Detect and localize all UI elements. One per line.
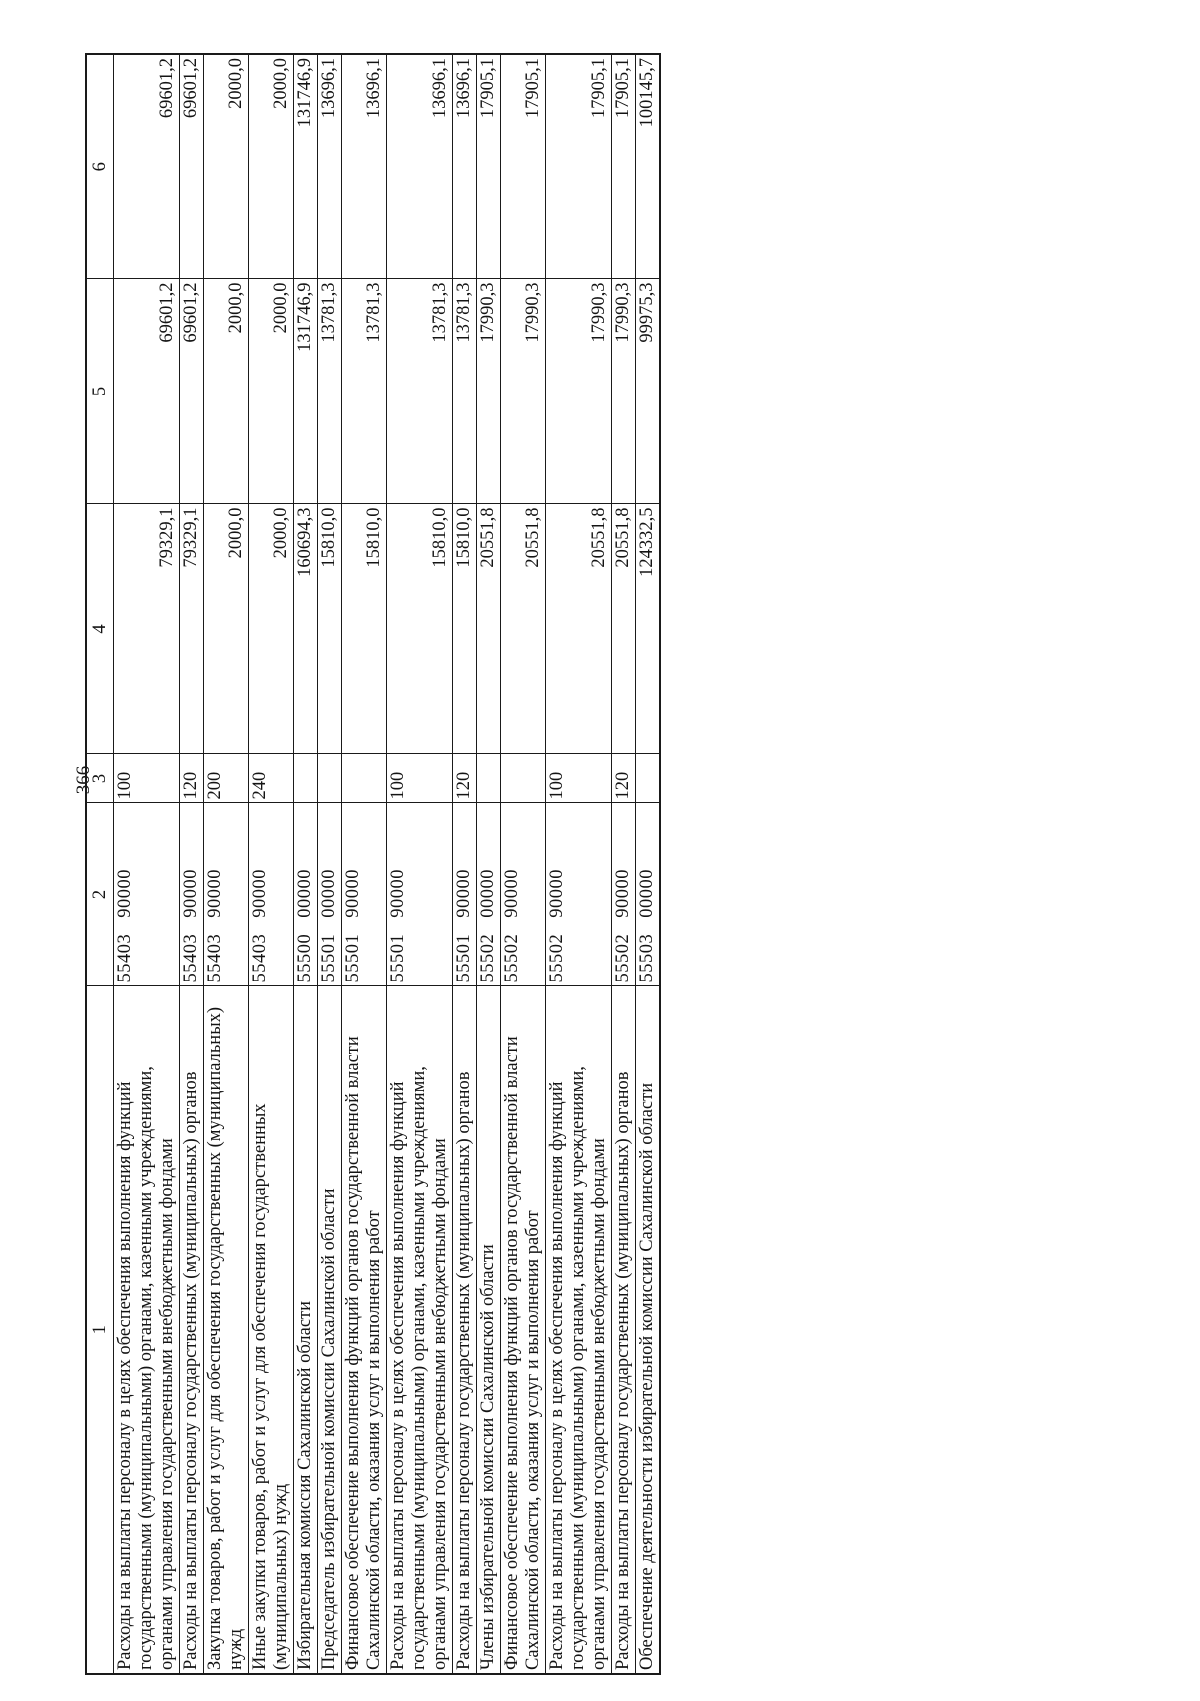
expense-type-code: 120 [180, 754, 204, 803]
amount-column-5: 17990,3 [612, 279, 636, 504]
target-article-code [501, 803, 546, 986]
program-code: 55403 [115, 933, 135, 983]
target-article-code [342, 803, 387, 986]
direction-code: 00000 [637, 869, 657, 918]
direction-code: 90000 [613, 869, 633, 918]
target-article-code [204, 803, 249, 986]
row-name: Обеспечение деятельности избирательной комиссии Сахалинской области [636, 986, 661, 1674]
expense-type-code [318, 754, 342, 803]
row-name: Члены избирательной комиссии Сахалинской области [477, 986, 501, 1674]
table-row [114, 54, 180, 1674]
amount-column-5: 2000,0 [204, 279, 249, 504]
amount-column-6: 13696,1 [453, 54, 477, 279]
target-article-code [318, 803, 342, 986]
table-row [477, 54, 501, 1674]
amount-column-6: 13696,1 [318, 54, 342, 279]
program-code: 55502 [613, 933, 633, 983]
amount-column-4: 20551,8 [546, 504, 612, 754]
column-header-5: 5 [86, 279, 114, 504]
expense-type-code: 120 [612, 754, 636, 803]
amount-column-6: 100145,7 [636, 54, 661, 279]
direction-code: 90000 [115, 869, 135, 918]
expense-type-code: 100 [114, 754, 180, 803]
amount-column-6: 17905,1 [477, 54, 501, 279]
amount-column-5: 17990,3 [477, 279, 501, 504]
table-row [342, 54, 387, 1674]
amount-column-4: 20551,8 [612, 504, 636, 754]
table-row [546, 54, 612, 1674]
row-name: Расходы на выплаты персоналу в целях обеспечения выполнения функций государственными (муниципальными) органами, казенными учреждениями, органами управления государственными внебюджетными фондами [387, 986, 453, 1674]
rotated-page-content [85, 55, 1085, 1675]
expense-type-code [342, 754, 387, 803]
column-header-3: 3 [86, 754, 114, 803]
target-article-code [477, 803, 501, 986]
row-name: Расходы на выплаты персоналу государственных (муниципальных) органов [612, 986, 636, 1674]
direction-code: 90000 [547, 869, 567, 918]
amount-column-5: 17990,3 [546, 279, 612, 504]
table-row [294, 54, 318, 1674]
table-row [318, 54, 342, 1674]
amount-column-6: 2000,0 [249, 54, 294, 279]
target-article-code [612, 803, 636, 986]
expense-type-code: 120 [453, 754, 477, 803]
amount-column-4: 15810,0 [318, 504, 342, 754]
table-body [114, 54, 661, 1674]
direction-code: 90000 [454, 869, 474, 918]
amount-column-4: 79329,1 [114, 504, 180, 754]
row-name: Расходы на выплаты персоналу государственных (муниципальных) органов [180, 986, 204, 1674]
target-article-code [387, 803, 453, 986]
amount-column-6: 17905,1 [501, 54, 546, 279]
column-number-header-row [86, 54, 114, 1674]
amount-column-5: 13781,3 [387, 279, 453, 504]
expense-type-code: 240 [249, 754, 294, 803]
table-row [501, 54, 546, 1674]
amount-column-6: 2000,0 [204, 54, 249, 279]
row-name: Расходы на выплаты персоналу в целях обеспечения выполнения функций государственными (муниципальными) органами, казенными учреждениями, органами управления государственными внебюджетными фондами [114, 986, 180, 1674]
amount-column-6: 69601,2 [180, 54, 204, 279]
amount-column-4: 20551,8 [477, 504, 501, 754]
program-code: 55403 [205, 933, 225, 983]
program-code: 55501 [454, 933, 474, 983]
amount-column-6: 13696,1 [342, 54, 387, 279]
amount-column-4: 15810,0 [342, 504, 387, 754]
column-header-1: 1 [86, 986, 114, 1674]
table-row [636, 54, 661, 1674]
direction-code: 90000 [250, 869, 270, 918]
direction-code: 00000 [319, 869, 339, 918]
table-row [204, 54, 249, 1674]
expense-type-code: 100 [546, 754, 612, 803]
amount-column-5: 13781,3 [453, 279, 477, 504]
program-code: 55501 [388, 933, 408, 983]
program-code: 55501 [319, 933, 339, 983]
amount-column-4: 20551,8 [501, 504, 546, 754]
row-name: Финансовое обеспечение выполнения функций органов государственной власти Сахалинской области, оказания услуг и выполнения работ [501, 986, 546, 1674]
table-row [612, 54, 636, 1674]
expense-type-code [501, 754, 546, 803]
row-name: Председатель избирательной комиссии Сахалинской области [318, 986, 342, 1674]
amount-column-6: 131746,9 [294, 54, 318, 279]
row-name: Иные закупки товаров, работ и услуг для обеспечения государственных (муниципальных) нужд [249, 986, 294, 1674]
direction-code: 90000 [181, 869, 201, 918]
amount-column-5: 131746,9 [294, 279, 318, 504]
amount-column-5: 17990,3 [501, 279, 546, 504]
table-row [387, 54, 453, 1674]
column-header-6: 6 [86, 54, 114, 279]
expense-type-code [294, 754, 318, 803]
expense-type-code [477, 754, 501, 803]
program-code: 55503 [637, 933, 657, 983]
target-article-code [249, 803, 294, 986]
row-name: Финансовое обеспечение выполнения функций органов государственной власти Сахалинской области, оказания услуг и выполнения работ [342, 986, 387, 1674]
program-code: 55501 [343, 933, 363, 983]
direction-code: 90000 [502, 869, 522, 918]
amount-column-5: 69601,2 [114, 279, 180, 504]
program-code: 55403 [181, 933, 201, 983]
row-name: Избирательная комиссия Сахалинской области [294, 986, 318, 1674]
amount-column-4: 79329,1 [180, 504, 204, 754]
program-code: 55502 [547, 933, 567, 983]
row-name: Расходы на выплаты персоналу государственных (муниципальных) органов [453, 986, 477, 1674]
program-code: 55502 [478, 933, 498, 983]
amount-column-4: 2000,0 [249, 504, 294, 754]
amount-column-5: 69601,2 [180, 279, 204, 504]
amount-column-4: 15810,0 [387, 504, 453, 754]
direction-code: 90000 [205, 869, 225, 918]
target-article-code [453, 803, 477, 986]
column-header-2: 2 [86, 803, 114, 986]
page-number: 366 [73, 765, 94, 795]
amount-column-5: 13781,3 [318, 279, 342, 504]
expense-type-code [636, 754, 661, 803]
row-name: Расходы на выплаты персоналу в целях обеспечения выполнения функций государственными (муниципальными) органами, казенными учреждениями, органами управления государственными внебюджетными фондами [546, 986, 612, 1674]
direction-code: 00000 [478, 869, 498, 918]
amount-column-6: 17905,1 [612, 54, 636, 279]
amount-column-4: 160694,3 [294, 504, 318, 754]
target-article-code [636, 803, 661, 986]
target-article-code [294, 803, 318, 986]
amount-column-4: 15810,0 [453, 504, 477, 754]
amount-column-5: 13781,3 [342, 279, 387, 504]
program-code: 55500 [295, 933, 315, 983]
amount-column-4: 2000,0 [204, 504, 249, 754]
program-code: 55502 [502, 933, 522, 983]
table-row [180, 54, 204, 1674]
expense-type-code: 100 [387, 754, 453, 803]
target-article-code [180, 803, 204, 986]
amount-column-5: 99975,3 [636, 279, 661, 504]
target-article-code [114, 803, 180, 986]
target-article-code [546, 803, 612, 986]
expense-type-code: 200 [204, 754, 249, 803]
amount-column-6: 69601,2 [114, 54, 180, 279]
amount-column-6: 13696,1 [387, 54, 453, 279]
table-row [249, 54, 294, 1674]
direction-code: 00000 [295, 869, 315, 918]
amount-column-4: 124332,5 [636, 504, 661, 754]
direction-code: 90000 [388, 869, 408, 918]
column-header-4: 4 [86, 504, 114, 754]
amount-column-6: 17905,1 [546, 54, 612, 279]
direction-code: 90000 [343, 869, 363, 918]
row-name: Закупка товаров, работ и услуг для обеспечения государственных (муниципальных) нужд [204, 986, 249, 1674]
amount-column-5: 2000,0 [249, 279, 294, 504]
table-row [453, 54, 477, 1674]
program-code: 55403 [250, 933, 270, 983]
budget-table [85, 53, 661, 1675]
